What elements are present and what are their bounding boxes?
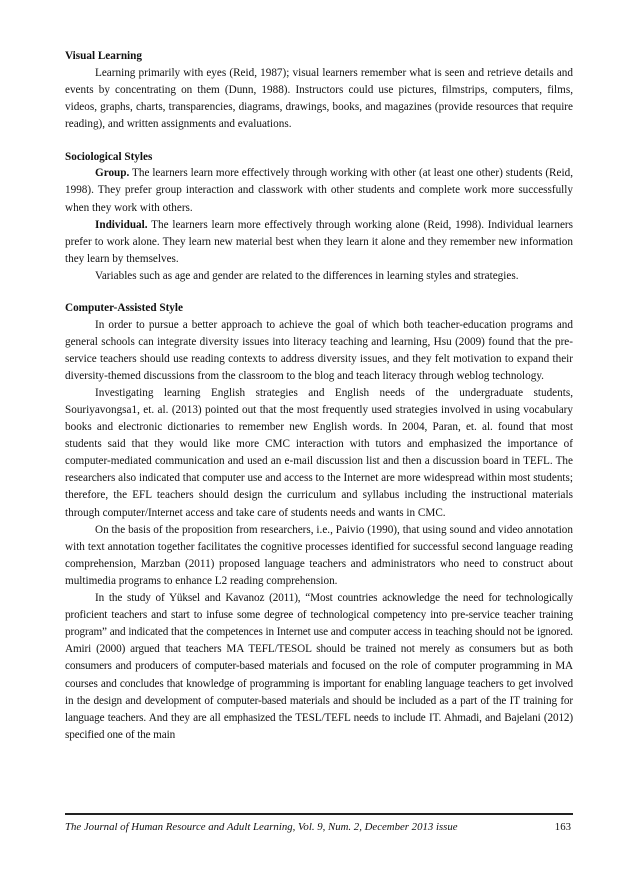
paragraph-group [65,165,573,216]
journal-citation: The Journal of Human Resource and Adult Learning, Vol. 9, Num. 2, December 2013 issue [65,821,458,833]
paragraph-computer-2: Investigating learning English strategies and English needs of the undergraduate students, Souriyavongsa1, et. al. (2013) pointed out that the most frequently used strategies involved in using vocabulary books and electronic dictionaries to remember new English words. In 2004, Paran, et. al. found that most students said that they would like more CMC interaction with tutors and emphasized the importance of computer-mediated communication and used an e-mail discussion list and then a discussion board in TEFL. The researchers also indicated that computer use and access to the Internet are more widespread within most students; therefore, the EFL teachers should design the curriculum and syllabus including the instructional materials through computer/Internet access and take care of students needs and wants in CMC. [65,386,573,519]
heading-computer-assisted-style: Computer-Assisted Style [65,302,183,315]
footer-rule [65,813,573,815]
label-individual: Individual. [95,218,148,231]
text-individual: The learners learn more effectively through working alone (Reid, 1998). Individual learners prefer to work alone. They learn new material best when they learn it alone and they remember new information they learn by themselves. [65,218,573,265]
page-body [65,48,573,744]
section-gap [65,133,573,149]
page-number: 163 [554,821,571,833]
heading-visual-learning: Visual Learning [65,50,142,62]
heading-sociological-styles: Sociological Styles [65,150,153,163]
paragraph-computer-1: In order to pursue a better approach to achieve the goal of which both teacher-education programs and general schools can integrate diversity issues into literacy teaching and learning, Hsu (2009) found that the pre-service teachers should use reading contexts to address diversity issues, and they felt motivation to expand their diversity-themed discussions from the classroom to the blog and teach literacy through weblog technology. [65,318,573,382]
paragraph-computer-3: On the basis of the proposition from researchers, i.e., Paivio (1990), that using sound and video annotation with text annotation together facilitates the cognitive processes identified for successful second language reading comprehension, Marzban (2011) proposed language teachers and administrators who need to construct about multimedia programs to enhance L2 reading comprehension. [65,523,573,587]
section-gap [65,285,573,300]
label-group: Group. [95,167,130,180]
page-footer [65,813,573,833]
paragraph-visual-learning: Learning primarily with eyes (Reid, 1987); visual learners remember what is seen and retrieve details and events by concentrating on them (Dunn, 1988). Instructors could use pictures, filmstrips, computers, films, videos, graphs, charts, transparencies, diagrams, drawings, books, and magazines (provide resources that require reading), and written assignments and evaluations. [65,66,573,130]
footer-row [65,821,573,833]
text-group: The learners learn more effectively through working with other (at least one other) students (Reid, 1998). They prefer group interaction and classwork with other students and complete work more successfully when they work with others. [65,167,573,214]
paragraph-computer-4: In the study of Yüksel and Kavanoz (2011), “Most countries acknowledge the need for technologically proficient teachers and start to infuse some degree of technological competency into pre-service teacher training program” and indicated that the competences in Internet use and computer access in teaching should not be ignored. Amiri (2000) argued that teachers MA TEFL/TESOL should be trained not merely as consumers but as both consumers and producers of computer-based materials and focused on the role of computer programming in MA courses and concludes that knowledge of programming is important for enabling language teachers to get involved in the design and development of computer-based materials and should be included as a part of the IT training for language teachers. And they are all emphasized the TESL/TEFL needs to include IT. Ahmadi, and Bajelani (2012) specified one of the main [65,592,573,741]
paragraph-individual [65,217,573,268]
paragraph-variables: Variables such as age and gender are related to the differences in learning styles and strategies. [95,269,519,282]
